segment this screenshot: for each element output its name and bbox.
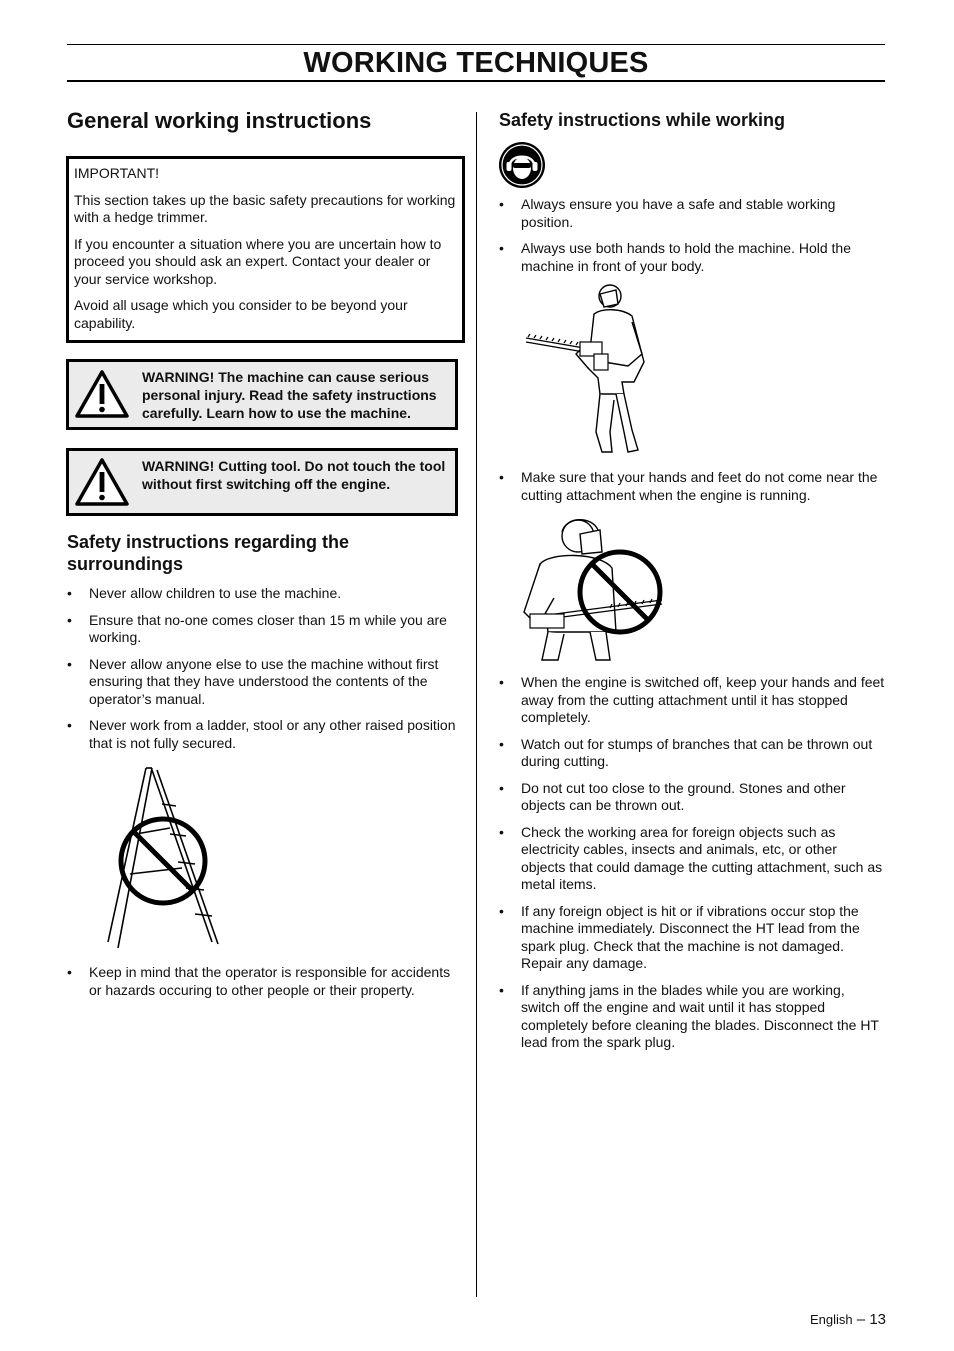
working-bullet-list-c: [499, 674, 885, 1061]
important-paragraph: If you encounter a situation where you are uncertain how to proceed you should ask an expert. Contact your dealer or your service workshop.: [74, 235, 442, 287]
important-label: IMPORTANT!: [74, 165, 160, 181]
column-divider: [476, 112, 477, 1297]
page-number: 13: [869, 1311, 886, 1328]
protective-equipment-icon: [498, 141, 546, 189]
working-bullet-list-b: [499, 469, 885, 513]
list-item: • Never work from a ladder, stool or any other raised position that is not fully secured.: [67, 717, 457, 752]
list-item: • Watch out for stumps of branches that can be thrown out during cutting.: [499, 736, 885, 771]
no-hands-near-blade-illustration: [520, 512, 666, 664]
operator-holding-trimmer-illustration: [524, 282, 664, 462]
page-title: WORKING TECHNIQUES: [303, 47, 649, 79]
surroundings-bullet-list: [67, 585, 457, 761]
section-heading-surroundings: Safety instructions regarding the surroundings: [67, 532, 350, 574]
warning-text: WARNING! The machine can cause serious personal injury. Read the safety instructions carefully. Learn how to use the machine.: [142, 369, 437, 421]
list-item: • Never allow children to use the machine.: [67, 585, 457, 603]
list-item: • Always use both hands to hold the machine. Hold the machine in front of your body.: [499, 240, 885, 275]
important-box: [66, 156, 465, 343]
page-footer: [790, 1311, 886, 1328]
list-item: • Check the working area for foreign objects such as electricity cables, insects and animals, etc, or other objects that could damage the cutting attachment, such as metal items.: [499, 824, 885, 894]
section-heading-while-working: Safety instructions while working: [499, 110, 786, 130]
list-item: • Make sure that your hands and feet do not come near the cutting attachment when the engine is running.: [499, 469, 885, 504]
important-paragraph: Avoid all usage which you consider to be beyond your capability.: [74, 297, 408, 331]
list-item: • Keep in mind that the operator is responsible for accidents or hazards occuring to other people or their property.: [67, 964, 457, 999]
title-rule-bottom: [67, 80, 885, 82]
list-item: • When the engine is switched off, keep your hands and feet away from the cutting attachment until it has stopped completely.: [499, 674, 885, 727]
working-bullet-list-a: [499, 196, 885, 284]
warning-box-cutting-tool: [66, 448, 458, 516]
no-ladder-illustration: [100, 764, 225, 954]
warning-box-injury: [66, 359, 458, 430]
section-heading-general: General working instructions: [67, 108, 372, 133]
list-item: • Never allow anyone else to use the machine without first ensuring that they have understood the contents of the operator’s manual.: [67, 656, 457, 709]
list-item: • If any foreign object is hit or if vibrations occur stop the machine immediately. Disconnect the HT lead from the spark plug. Check that the machine is not damaged. Repair any damage.: [499, 903, 885, 973]
important-paragraph: This section takes up the basic safety precautions for working with a hedge trimmer.: [74, 191, 456, 225]
warning-triangle-icon: [74, 457, 130, 507]
list-item: • Ensure that no-one comes closer than 15 m while you are working.: [67, 612, 457, 647]
list-item: • Always ensure you have a safe and stable working position.: [499, 196, 885, 231]
list-item: • Do not cut too close to the ground. Stones and other objects can be thrown out.: [499, 780, 885, 815]
footer-separator: –: [856, 1311, 866, 1328]
footer-language: English: [809, 1312, 853, 1327]
surroundings-bullet-list-after: [67, 964, 457, 1008]
warning-text: WARNING! Cutting tool. Do not touch the tool without first switching off the engine.: [142, 458, 446, 492]
warning-triangle-icon: [74, 369, 130, 419]
list-item: • If anything jams in the blades while you are working, switch off the engine and wait until it has stopped completely before cleaning the blades. Disconnect the HT lead from the spark plug.: [499, 982, 885, 1052]
